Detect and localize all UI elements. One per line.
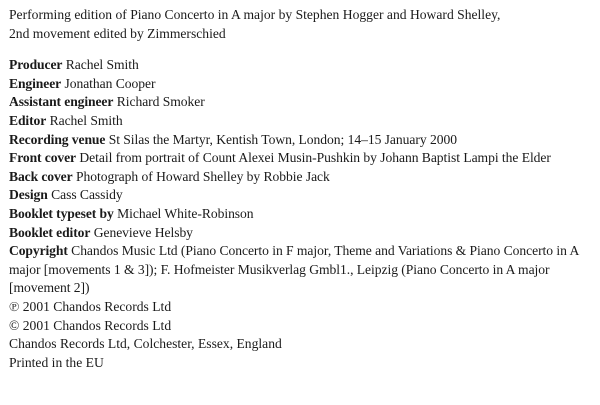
credit-engineer [9, 75, 594, 94]
credit-label: Engineer [9, 75, 62, 91]
publisher-info [9, 298, 594, 372]
credit-copyright [9, 242, 594, 298]
credit-label: Copyright [9, 243, 68, 259]
credit-design [9, 186, 594, 205]
credit-value: Chandos Music Ltd (Piano Concerto in F major, Theme and Variations & Piano Concerto in A major [movements 1 & 3]); F. Hofmeister Musikverlag Gmbl1., Leipzig (Piano Concerto in A major [movement 2]) [9, 243, 579, 296]
credit-label: Design [9, 187, 48, 203]
edition-note-line-1: Performing edition of Piano Concerto in A major by Stephen Hogger and Howard Shelley, [9, 7, 501, 22]
phonogram-notice: ℗ 2001 Chandos Records Ltd [9, 298, 172, 314]
credit-label: Front cover [9, 150, 76, 166]
credit-label: Assistant engineer [9, 94, 114, 110]
credits-list [9, 56, 594, 298]
credit-label: Booklet typeset by [9, 205, 114, 221]
credit-label: Booklet editor [9, 224, 91, 240]
credit-booklet-typeset [9, 205, 594, 224]
credit-value: Rachel Smith [49, 112, 123, 128]
credit-booklet-editor [9, 224, 594, 243]
credit-value: Rachel Smith [65, 57, 139, 73]
credit-back-cover [9, 168, 594, 187]
credit-editor [9, 112, 594, 131]
copyright-notice: © 2001 Chandos Records Ltd [9, 317, 172, 333]
credit-value: Richard Smoker [116, 94, 205, 110]
publisher-address: Chandos Records Ltd, Colchester, Essex, England [9, 336, 282, 352]
credit-value: Jonathan Cooper [64, 75, 156, 91]
printed-in: Printed in the EU [9, 354, 104, 370]
edition-note [9, 6, 594, 43]
credit-front-cover [9, 149, 594, 168]
credit-producer [9, 56, 594, 75]
credit-value: Detail from portrait of Count Alexei Musin-Pushkin by Johann Baptist Lampi the Elder [79, 150, 551, 166]
credit-value: St Silas the Martyr, Kentish Town, London; 14–15 January 2000 [108, 131, 457, 147]
credit-assistant-engineer [9, 93, 594, 112]
credit-label: Producer [9, 57, 63, 73]
credits-page [9, 6, 594, 372]
credit-recording-venue [9, 131, 594, 150]
credit-label: Editor [9, 112, 47, 128]
credit-label: Recording venue [9, 131, 106, 147]
credit-value: Photograph of Howard Shelley by Robbie Jack [75, 168, 330, 184]
credit-value: Cass Cassidy [51, 187, 123, 203]
credit-value: Michael White-Robinson [117, 205, 254, 221]
credit-label: Back cover [9, 168, 73, 184]
edition-note-line-2: 2nd movement edited by Zimmerschied [9, 25, 226, 41]
credit-value: Genevieve Helsby [93, 224, 193, 240]
